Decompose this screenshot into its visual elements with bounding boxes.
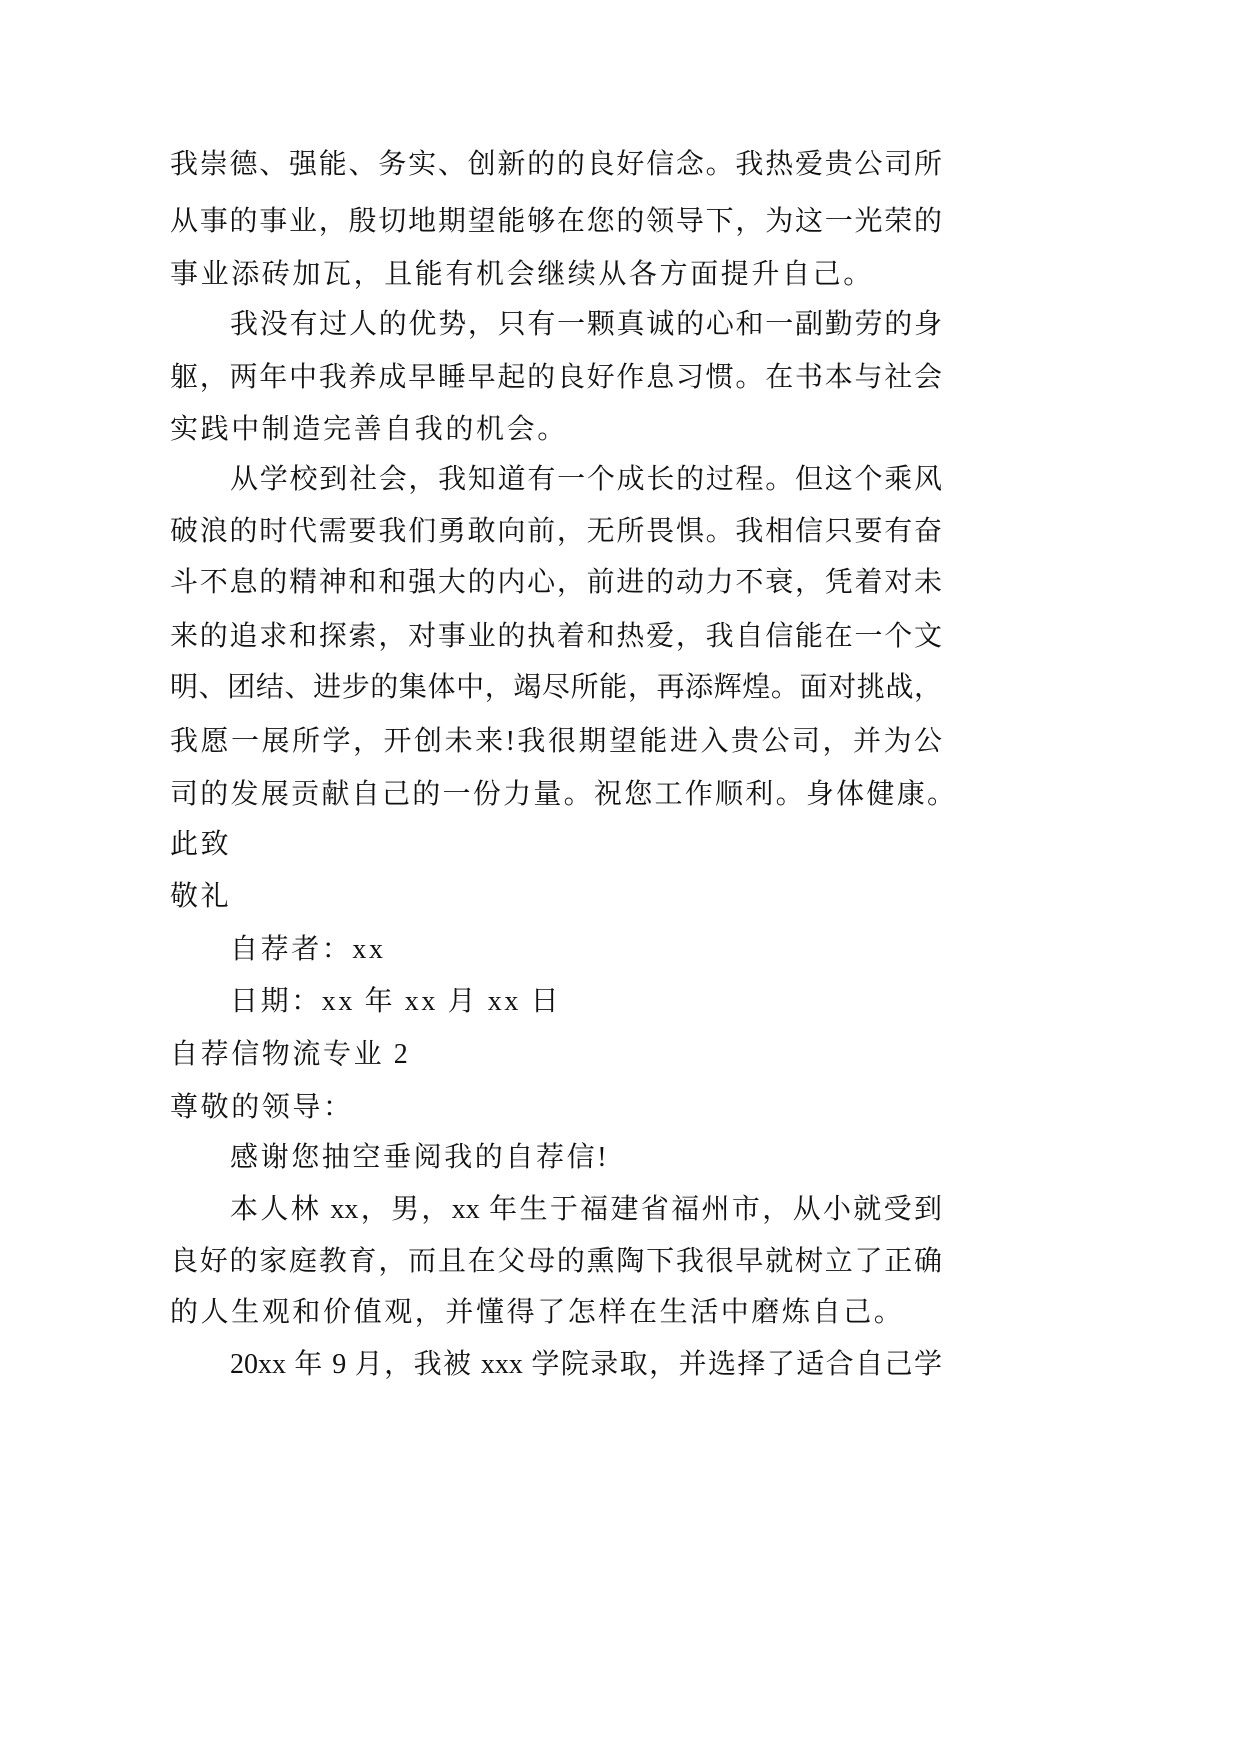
text-line: 斗不息的精神和和强大的内心，前进的动力不衰，凭着对未 <box>170 567 942 598</box>
date-line: 日期：xx 年 xx 月 xx 日 <box>230 986 562 1017</box>
text-line: 从学校到社会，我知道有一个成长的过程。但这个乘风 <box>230 464 942 495</box>
closing-salutation: 此致 <box>170 829 232 860</box>
text-line: 良好的家庭教育，而且在父母的熏陶下我很早就树立了正确 <box>170 1246 942 1277</box>
section-title: 自荐信物流专业 2 <box>170 1039 411 1070</box>
text-line: 从事的事业，殷切地期望能够在您的领导下，为这一光荣的 <box>170 206 942 237</box>
text-line: 的人生观和价值观，并懂得了怎样在生活中磨炼自己。 <box>170 1297 905 1328</box>
text-line: 20xx 年 9 月，我被 xxx 学院录取，并选择了适合自己学 <box>230 1349 942 1380</box>
greeting: 尊敬的领导： <box>170 1092 354 1123</box>
text-line: 破浪的时代需要我们勇敢向前，无所畏惧。我相信只要有奋 <box>170 516 942 547</box>
text-line: 明、团结、进步的集体中，竭尽所能，再添辉煌。面对挑战， <box>170 672 942 703</box>
text-line: 司的发展贡献自己的一份力量。祝您工作顺利。身体健康。 <box>170 779 955 810</box>
text-line: 感谢您抽空垂阅我的自荐信! <box>230 1142 610 1173</box>
text-line: 我崇德、强能、务实、创新的的良好信念。我热爱贵公司所 <box>170 149 942 180</box>
text-line: 我没有过人的优势，只有一颗真诚的心和一副勤劳的身 <box>230 309 942 340</box>
text-line: 躯，两年中我养成早睡早起的良好作息习惯。在书本与社会 <box>170 362 942 393</box>
text-line: 实践中制造完善自我的机会。 <box>170 414 568 445</box>
text-line: 我愿一展所学，开创未来!我很期望能进入贵公司，并为公 <box>170 726 942 757</box>
text-line: 事业添砖加瓦，且能有机会继续从各方面提升自己。 <box>170 259 874 290</box>
closing-regards: 敬礼 <box>170 881 232 912</box>
text-line: 本人林 xx，男，xx 年生于福建省福州市，从小就受到 <box>230 1194 942 1225</box>
text-line: 来的追求和探索，对事业的执着和热爱，我自信能在一个文 <box>170 621 942 652</box>
signature-line: 自荐者：xx <box>230 934 386 965</box>
